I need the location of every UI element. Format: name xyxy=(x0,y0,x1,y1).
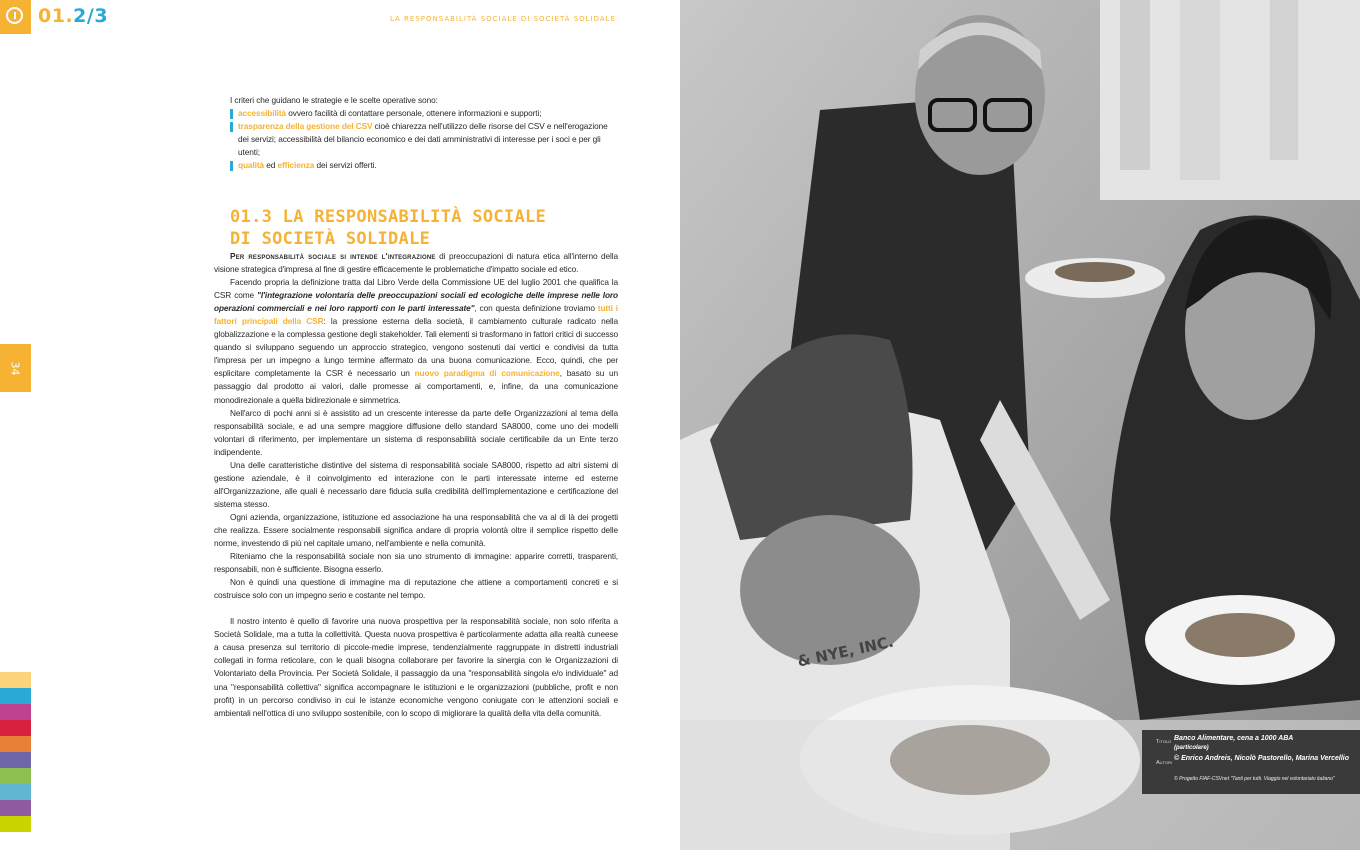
paragraph: Il nostro intento è quello di favorire una nuova prospettiva per la responsabilità sociale, non solo riferita a Società Solidale, ma a tutta la collettività. Questa nuova prospettiva è particolarmente adatta alla realtà cuneese a causa presenza sul territorio di piccole-medie imprese, tendenzialmente raggruppate in distretti industriali collegati in forma reticolare, con le quali bisogna collaborare per favorire la sinergia con le Organizzazioni di Volontariato della Provincia. Per Società Solidale, il passaggio da una "responsabilità singola e/o individuale" ad una "responsabilità collettiva" significa accompagnare le istituzioni e le organizzazioni (pubbliche, profit e non profit) in un percorso condiviso in cui le istanze economiche vengono coniugate con le attenzioni sociali e ambientali nell'ottica di uno sviluppo sostenibile, con lo scopo di migliorare la qualità della vita della comunità. xyxy=(214,616,618,718)
chapter-badge xyxy=(0,0,31,34)
caption-subtitle: (particolare) xyxy=(1174,745,1209,751)
running-head: LA RESPONSABILITÀ SOCIALE DI SOCIETÀ SOLIDALE xyxy=(389,15,616,23)
chapter-color-swatch xyxy=(0,768,31,784)
criteria-intro xyxy=(230,94,620,172)
chapter-color-swatch xyxy=(0,704,31,720)
section-title-line: 01.3 LA RESPONSABILITÀ SOCIALE xyxy=(230,207,547,227)
section-title-line: DI SOCIETÀ SOLIDALE xyxy=(230,229,431,249)
criteria-item: qualità ed efficienza dei servizi offerti. xyxy=(230,159,620,172)
column xyxy=(1180,0,1220,180)
info-circle-icon xyxy=(6,7,23,24)
shirt-print: & NYE, INC. xyxy=(795,632,896,671)
paragraph: Non è quindi una questione di immagine ma di reputazione che attiene a comportamenti concreti e si costruisce solo con un impegno serio e costante nel tempo. xyxy=(214,577,618,601)
chapter-color-swatch xyxy=(0,784,31,800)
column xyxy=(1120,0,1150,170)
section-title xyxy=(230,206,546,250)
photo xyxy=(680,0,1360,850)
chapter-color-swatch xyxy=(0,752,31,768)
photo-caption: Titolo Banco Alimentare, cena a 1000 ABA (particolare) Autori © Enrico Andreis, Nicolò Pastorello, Marina Vercellio © Progetto FIAF-CSVnet "Tanti per tutti. Viaggio nel volontariato italiano" xyxy=(1142,730,1360,794)
served-food xyxy=(1185,613,1295,657)
caption-authors: © Enrico Andreis, Nicolò Pastorello, Marina Vercellio xyxy=(1174,755,1350,762)
column xyxy=(1270,0,1298,160)
food xyxy=(1055,262,1135,282)
chapter-color-swatch xyxy=(0,736,31,752)
criteria-item: accessibilità ovvero facilità di contattare personale, ottenere informazioni e supporti; xyxy=(230,107,620,120)
chapter-color-swatch xyxy=(0,816,31,832)
body-text xyxy=(214,250,618,720)
paragraph: Facendo propria la definizione tratta dal Libro Verde della Commissione UE del luglio 2001 che qualifica la CSR come "l'integrazione volontaria delle preoccupazioni sociali ed ecologiche delle imprese nelle loro operazioni commerciali e nei loro rapporti con le parti interessate", con questa definizione troviamo tutti i fattori principali della CSR: la pressione esterna della società, il cambiamento culturale radicato nella globalizzazione e la complessa gestione degli stakeholder. Tali elementi si trasformano in fattori critici di successo quando si sviluppano seguendo un approccio strategico, vengono sostenuti dai vertici e condivisi da tutta l'impresa per un impegno a lungo termine affermato da una buona comunicazione. Ecco, quindi, che per esplicitare completamente la CSR è necessario un nuovo paradigma di comunicazione, basato su un passaggio dal prodotto ai valori, dalle promesse ai comportamenti, e, infine, da una comunicazione monodirezionale a quella bidirezionale e simmetrica. xyxy=(214,277,619,405)
chapter-number: 01.2/3 xyxy=(38,5,109,27)
paragraph: Nell'arco di pochi anni si è assistito ad un crescente interesse da parte delle Organizzazioni al tema della responsabilità sociale, e ad una sempre maggiore diffusione dello standard SA8000, come uno dei modelli volontari di riferimento, per implementare un sistema di responsabilità sociale certificabile da un Ente terzo indipendente. xyxy=(214,407,618,457)
caption-title: Banco Alimentare, cena a 1000 ABA xyxy=(1174,735,1294,742)
paragraph: Ogni azienda, organizzazione, istituzione ed associazione ha una responsabilità che va al di là dei progetti che realizza. Essere socialmente responsabili significa andare di propria volontà oltre il semplice rispetto delle norme, investendo di più nel capitale umano, nell'ambiente e nella comunità. xyxy=(214,511,618,549)
criteria-item: trasparenza della gestione del CSV cioè chiarezza nell'utilizzo delle risorse del CSV e nell'erogazione dei servizi; accessibilità del bilancio economico e dei dati amministrativi di interesse per i soci e per gli utenti; xyxy=(230,120,620,159)
paragraph: Riteniamo che la responsabilità sociale non sia uno strumento di immagine: apparire corretti, trasparenti, responsabili, non è sufficiente. Bisogna esserlo. xyxy=(214,551,618,575)
caption-project: © Progetto FIAF-CSVnet "Tanti per tutti. Viaggio nel volontariato italiano" xyxy=(1174,776,1335,782)
chapter-color-swatch xyxy=(0,800,31,816)
paragraph: Una delle caratteristiche distintive del sistema di responsabilità sociale SA8000, rispetto ad altri sistemi di gestione aziendale, è il coinvolgimento ed interazione con le parti interessate interne ed esterne all'Organizzazione, alle quali è necessario dare fiducia sulla credibilità dell'implementazione e certificazione del sistema stesso. xyxy=(214,459,618,509)
chapter-color-swatch xyxy=(0,672,31,688)
paragraph: Per responsabilità sociale si intende l'integrazione di preoccupazioni di natura etica all'interno della visione strategica d'impresa al fine di gestire efficacemente le problematiche d'impatto sociale ed etico. xyxy=(214,251,618,275)
chapter-color-swatch xyxy=(0,720,31,736)
chapter-color-swatch xyxy=(0,688,31,704)
photo-illustration xyxy=(680,0,1360,850)
intro-lead: I criteri che guidano le strategie e le scelte operative sono: xyxy=(230,95,438,105)
page-number-tab: 34 xyxy=(0,344,31,392)
